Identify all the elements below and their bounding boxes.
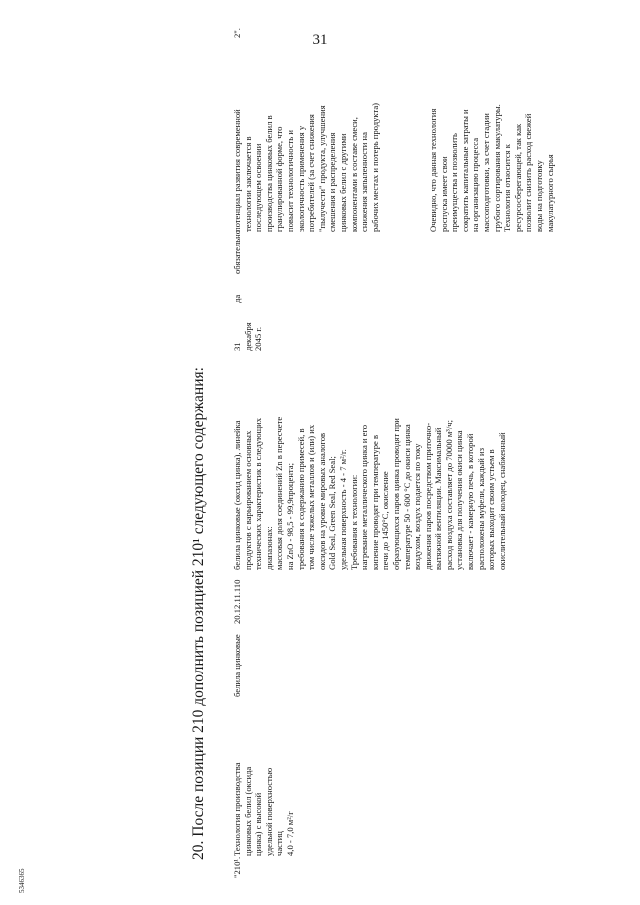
justification-line: Очевидно, что данная технология (428, 108, 438, 232)
row-mark (232, 857, 243, 878)
description-line: включает - камерную печь, в которой (465, 433, 476, 570)
description-line: окислительный колодец, снабженный (496, 432, 507, 570)
description-line: установка для получения окиси цинка (454, 430, 465, 570)
row-mark-text: "210¹. (232, 856, 242, 878)
product-line: белила цинковые (232, 634, 242, 697)
description-line: нагревание металлического цинка и его (359, 424, 370, 570)
description-line: технических характеристик в следующих (253, 417, 264, 570)
description-line: оксидов на уровне мировых аналогов (316, 432, 327, 570)
description-line: Требования к технологии: (348, 474, 359, 570)
description-line: продуктов с варьированием основных (242, 430, 253, 570)
technology-name-line: цинковых белил (оксида (242, 766, 253, 856)
potential-line: технологии заключается в (242, 136, 253, 232)
deadline-line: 31 (232, 342, 242, 351)
row-end-mark (232, 28, 243, 38)
description-line: расположены муфели, каждый из (475, 447, 486, 570)
technology-name-line: 4,0 - 7,0 м²/г (284, 811, 295, 856)
justification-line: ресурсосберегающей, так как (512, 123, 523, 232)
justification-line: грубого сортирования макулатуры. (491, 104, 502, 232)
justification-line: сократить капитальные затраты и (459, 109, 470, 232)
deadline-line: декабря (242, 322, 253, 351)
potential-cell (232, 103, 380, 232)
description-line: требования к содержанию примесей, в (295, 428, 306, 570)
required-text: обязательно (232, 229, 242, 274)
justification-line: позволит снизить расход свежей (523, 113, 534, 232)
yes-text: да (232, 294, 242, 303)
potential-line: экологичность применения у (295, 125, 306, 232)
description-line: печи до 1450°С, окисление (380, 471, 391, 570)
potential-line: потенциал развития современной (232, 109, 242, 232)
potential-line: снижения запыленности на (359, 132, 370, 232)
product-cell (232, 634, 243, 697)
justification-line: на организацию процесса (470, 137, 481, 232)
deadline-cell (232, 322, 264, 351)
description-line: вытяжной вентиляции. Максимальный (433, 427, 444, 570)
potential-line: смешения и распределения (327, 132, 338, 232)
description-cell (232, 417, 507, 570)
page-number: 31 (312, 32, 328, 48)
description-line: образующихся паров цинка проводят при (390, 418, 401, 570)
potential-line: потребителей (за счет снижения (306, 114, 317, 232)
justification-cell (428, 104, 555, 232)
justification-line: массоподготовки, за счет стадии (480, 113, 491, 232)
potential-line: повысит технологичность и (284, 130, 295, 232)
description-line: массовая доля соединений Zn в пересчете (274, 416, 285, 570)
description-line: которых выходит своим устьем в (486, 449, 497, 570)
yes-cell (232, 295, 243, 303)
justification-line: макулатурного сырья (544, 154, 555, 232)
description-line: кипение проводят при температуре в (369, 434, 380, 570)
row-end-mark-text: 2". (232, 28, 242, 38)
description-line: на ZnO - 98,5 - 99,9процента; (284, 463, 295, 570)
rotated-table-area (186, 18, 616, 878)
description-line: том числе тяжелых металлов и (или) их (306, 424, 317, 570)
justification-line: преимущества и позволить (449, 133, 460, 232)
description-line: диапазонах: (263, 526, 274, 570)
description-line: белила цинковые (оксид цинка), линейка (232, 420, 242, 570)
okpd-code-cell (232, 580, 243, 624)
potential-line: компонентами в составе смеси, (348, 117, 359, 232)
technology-name-cell (232, 706, 296, 856)
justification-line: роспуска имеет свои (438, 156, 449, 232)
justification-line: Технология относится к (502, 144, 513, 232)
potential-line: последующем освоении (253, 143, 264, 232)
potential-line: цинковых белил с другими (337, 133, 348, 232)
document-code: 5346365 (18, 868, 26, 893)
technology-name-line: удельной поверхностью (263, 767, 274, 856)
deadline-line: 2045 г. (253, 326, 264, 351)
description-line: расход воздуха составляет до 70000 м³/ч; (443, 420, 454, 570)
description-line: движения паров посредством приточно- (422, 422, 433, 570)
potential-line: "пылучести" продукта, улучшения (316, 105, 327, 232)
description-line: температуре 50 - 600 °С до окиси цинка (401, 424, 412, 570)
potential-line: гранулированной форме, что (274, 126, 285, 232)
okpd-code: 20.12.11.110 (232, 579, 242, 624)
section-heading: 20. После позиции 210 дополнить позицией 210¹ следующего содержания: (190, 367, 207, 860)
justification-line: воды на подготовку (533, 160, 544, 232)
description-line: Gold Seal, Green Seal, Red Seal; (327, 456, 338, 570)
technology-name-line: частиц (274, 831, 285, 856)
potential-line: производства цинковых белил в (263, 115, 274, 232)
description-line: удельная поверхность - 4 - 7 м²/г. (337, 449, 348, 570)
potential-line: рабочих местах и потерь продукта) (369, 102, 380, 232)
technology-name-line: Технология производства (232, 762, 242, 856)
technology-name-line: цинка) с высокой (253, 792, 264, 856)
description-line: воздухом, воздух подается по току (412, 443, 423, 570)
required-cell (232, 230, 243, 274)
